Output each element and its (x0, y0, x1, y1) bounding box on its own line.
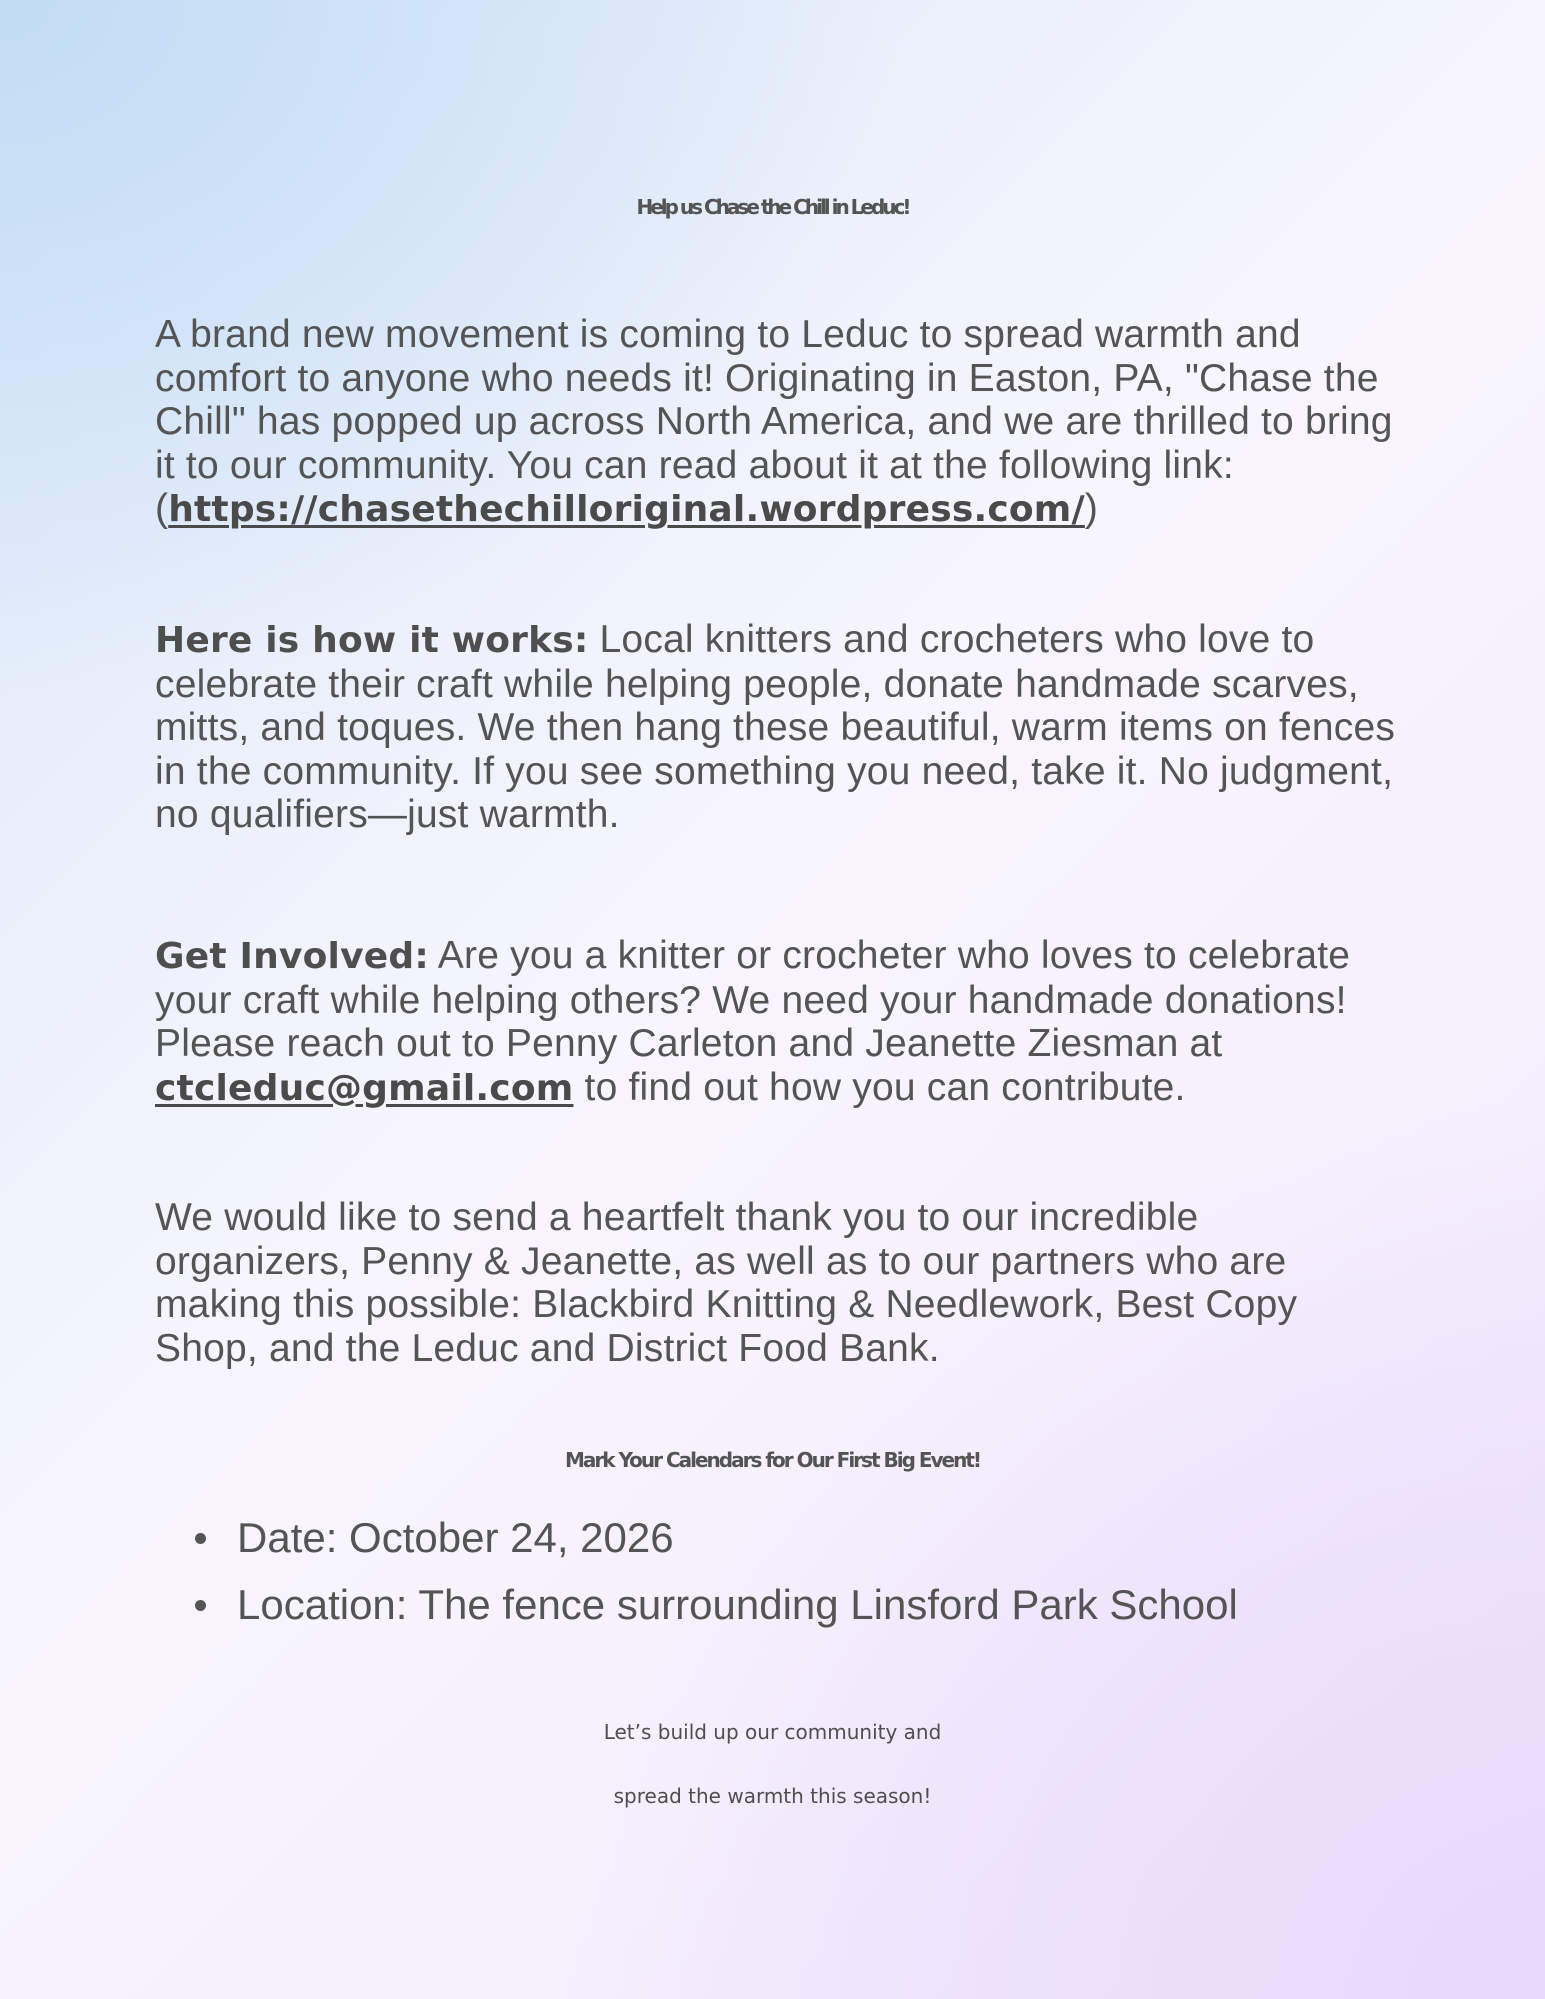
page-title: Help us Chase the Chill in Leduc! (636, 195, 909, 219)
event-heading: Mark Your Calendars for Our First Big Event! (564, 1448, 981, 1472)
website-link[interactable]: https://chasethechilloriginal.wordpress.com/ (168, 489, 1085, 530)
intro-paragraph (155, 313, 1400, 532)
list-item (185, 1510, 1435, 1577)
get-involved-text: Are you a knitter or crocheter who loves to celebrate your craft while helping others? We need your handmade donations! Please reach out to Penny Carleton and Jeanette Ziesman at (155, 934, 1351, 1065)
bullet-icon (195, 1533, 206, 1544)
link-close-paren: ) (1084, 487, 1099, 530)
get-involved-heading: Get Involved: (155, 936, 429, 977)
email-link[interactable]: ctcleduc@gmail.com (155, 1067, 574, 1109)
get-involved-text-end: to find out how you can contribute. (573, 1065, 1186, 1109)
event-date: Date: October 24, 2026 (237, 1514, 674, 1561)
how-it-works-text: Local knitters and crocheters who love to celebrate their craft while helping people, donate handmade scarves, mitts, and toques. We then hang these beautiful, warm items on fences in the community. If you see something you need, take it. No judgment, no qualifiers—just warmth. (155, 618, 1396, 836)
list-item (185, 1577, 1435, 1644)
closing-line-2: spread the warmth this season! (613, 1784, 932, 1808)
intro-text: A brand new movement is coming to Leduc to spread warmth and comfort to anyone who needs it! Originating in Easton, PA, "Chase the Chill" has popped up across North America, and we are thrilled to bring it to our community. You can read about it at the following link: (155, 313, 1393, 487)
event-details-list (185, 1510, 1435, 1644)
closing-line-1: Let’s build up our community and (603, 1720, 942, 1744)
get-involved-paragraph (155, 934, 1400, 1110)
link-open-paren: ( (155, 487, 169, 530)
how-it-works-paragraph (155, 618, 1400, 837)
event-location: Location: The fence surrounding Linsford Park School (237, 1581, 1238, 1628)
thanks-paragraph: We would like to send a heartfelt thank you to our incredible organizers, Penny & Jeanette, as well as to our partners who are making this possible: Blackbird Knitting & Needlework, Best Copy Shop, and the Leduc and District Food Bank. (155, 1196, 1298, 1370)
closing-message (0, 1700, 1545, 1828)
bullet-icon (195, 1600, 206, 1611)
how-it-works-heading: Here is how it works: (155, 620, 589, 661)
